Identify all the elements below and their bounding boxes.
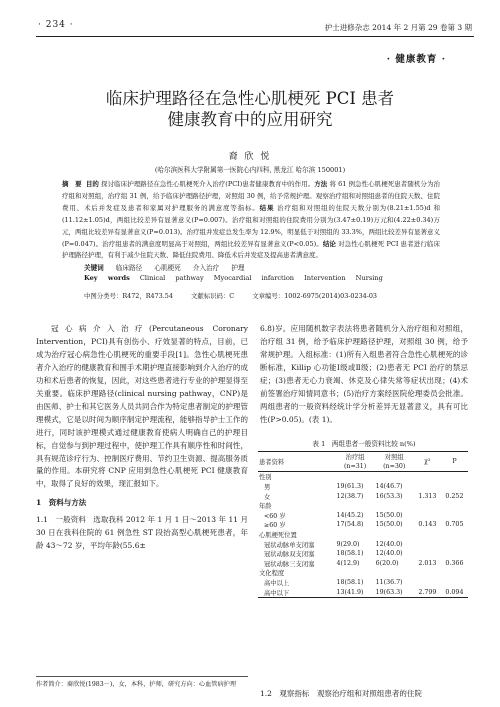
title-line-1: 临床护理路径在急性心肌梗死 PCI 患者 [105, 89, 395, 108]
method-text: 将 61 例急性心肌梗死患者随机分为治疗组和对照组，治疗组 31 例，给予临床护理路径护理，对照组 30 例，给予常规护理。观察治疗组和对照组患者的住院天数、住院费用、术后并发症及患者和家属对护理服务的满意度等指标。 [62, 180, 441, 212]
table-row [258, 491, 468, 501]
article-number: 文章编号：1002-6975(2014)03-0234-03 [252, 292, 377, 300]
doc-code: 文献标识码：C [190, 292, 235, 300]
table-cell-d [441, 472, 468, 482]
table-cell-b [375, 472, 414, 482]
table-cell-label: 性别 [259, 474, 272, 482]
table-cell-a: 13(41.9) [336, 587, 375, 597]
keyword-en-4: Nursing [355, 274, 383, 282]
table-cell-c [414, 472, 441, 482]
objective-text: 探讨临床护理路径在急性心肌梗死介入治疗(PCI)患者健康教育中的作用。 [101, 180, 315, 188]
table-cell-c [414, 578, 441, 588]
author: 裔 欣 悦 [228, 152, 272, 162]
table-cell-b [375, 530, 414, 540]
result-label: 结果 [259, 203, 275, 212]
table-cell-d: 0.094 [441, 587, 468, 597]
table-cell-a [336, 530, 375, 540]
body-right-column: 6.8)岁。应用随机数字表法将患者随机分入治疗组和对照组，治疗组 31 例，给予临床护理路径护理，对照组 30 例，给予常规护理。入组标准：(1)所有入组患者符合急性心肌梗死的诊断标准，Killip 心功能Ⅰ级或Ⅱ级；(2)患者无 PCI 治疗的禁忌症；(3)患者无心力衰竭、休克及心律失常等症状出现；(4)术前签署治疗知情同意书；(5)治疗方案经医院伦理委员会批准。两组患者的一般资料经统计学分析差异无显著意义，具有可比性(P>0.05)。(表 1)。 [260, 324, 468, 424]
table-cell-d: 0.252 [445, 492, 464, 500]
table-row [258, 530, 468, 540]
table-cell-b: 12(40.0) [375, 550, 403, 558]
table-cell-c: 2.799 [414, 587, 441, 597]
table-cell-b: 14(46.7) [375, 483, 403, 491]
table-cell-b: 11(36.7) [375, 579, 403, 587]
table-cell-b [375, 501, 414, 511]
table-cell-c [414, 549, 441, 559]
affiliation: (哈尔滨医科大学附属第一医院心内四科, 黑龙江 哈尔滨 150001) [154, 166, 346, 174]
table-cell-b: 15(50.0) [375, 521, 403, 529]
body-left-column [36, 323, 248, 553]
table-cell-d [441, 568, 468, 578]
table-row [258, 472, 468, 482]
table-cell-d [441, 482, 468, 492]
th-treat-n: (n=31) [336, 462, 375, 472]
table-cell-c: 1.313 [418, 492, 437, 500]
table-cell-label: 女 [264, 493, 271, 501]
keyword-en-2: Myocardial infarction [213, 274, 295, 282]
table-row [258, 568, 468, 578]
table-cell-label: 文化程度 [259, 570, 285, 578]
subsection-general: 1.1 一般资料 选取我科 2012 年 1 月 1 日～2013 年 11 月 30 日在我科住院的 61 例急性 ST 段抬高型心肌梗死患者，年龄 43～72 岁，平均年龄(55.6± [36, 515, 248, 551]
table-cell-c [414, 530, 441, 540]
table-caption: 表 1 两组患者一般资料比较 n(%) [312, 440, 416, 448]
result-text: 治疗组和对照组的住院天数分别为(8.21±1.55)d 和(11.12±1.05)d，两组比较差异有显著意义(P=0.007)。治疗组和对照组的住院费用分别为(3.47±0.19)万元和(4.22±0.34)万元，两组比较差异有显著意义(P=0.013)。治疗组并发症总发生率为 12.9%，明显低于对照组的 33.3%，两组比较差异有显著意义(P=0.047)。治疗组患者的满意度明显高于对照组，两组比较差异有显著意义(P<0.05)。 [62, 203, 440, 248]
header-rule [36, 36, 474, 37]
keyword-cn-3: 介入治疗 [192, 264, 220, 272]
keyword-en-3: Intervention [304, 274, 346, 282]
keywords-en-label: Key words [84, 274, 130, 282]
table-cell-c [414, 482, 441, 492]
abstract [62, 179, 440, 262]
table-cell-b: 15(50.0) [375, 511, 403, 519]
th-chi: χ² [414, 452, 441, 472]
table-row [258, 501, 468, 511]
th-treat: 治疗组 [336, 452, 375, 462]
keyword-en-1: Clinical pathway [139, 274, 204, 282]
table-cell-d [441, 501, 468, 511]
section-heading: 1 资料与方法 [36, 498, 87, 508]
table-cell-label: <60 岁 [264, 512, 286, 520]
article-title [0, 88, 500, 130]
journal-info: 护士进修杂志 2014 年 2 月第 29 卷第 3 期 [324, 23, 472, 32]
table-cell-d: 0.705 [445, 521, 464, 529]
table-cell-label: 冠状动脉三支闭塞 [264, 560, 315, 568]
table-cell-a: 9(29.0) [336, 540, 360, 548]
title-line-2: 健康教育中的应用研究 [167, 110, 333, 129]
table-cell-d [441, 511, 468, 521]
th-p: P [441, 452, 468, 472]
footnote-rule [36, 676, 248, 677]
table-row [258, 587, 468, 597]
table-cell-label: 高中以下 [258, 587, 336, 597]
table-cell-b [375, 568, 414, 578]
table-cell-label: 年龄 [259, 503, 272, 511]
table-cell-c [414, 511, 441, 521]
table-cell-label: 冠状动脉单支闭塞 [264, 541, 315, 549]
table-row [258, 520, 468, 530]
intro-paragraph: 冠心病介入治疗(Percutaneous Coronary Intervention，PCI)具有创伤小、疗效显著的特点，目前，已成为治疗冠心病急性心肌梗死的重要手段[1]。急性心肌梗死患者介入治疗的健康教育和围手术期护理直接影响到介入治疗的成功和术后患者的恢复，因此，对这些患者进行专业的护理显得至关重要。临床护理路径(clinical nursing pathway，CNP)是由医师、护士和其它医务人员共同合作为特定患者制定的护理管理模式，它是以时间为顺序制定护理流程，能够指导护士工作的进行，同时该护理模式通过健康教育使病人明确自己的护理目标，自觉参与到护理过程中，使护理工作具有顺序性和时间性，具有规范诊疗行为、控制医疗费用、节约卫生资源、提高服务质量的作用。本研究将 CNP 应用到急性心肌梗死 PCI 健康教育中，取得了良好的效果，现汇报如下。 [36, 324, 248, 489]
section-label: · 健康教育 · [386, 54, 446, 65]
data-table [258, 451, 468, 598]
table-cell-a: 19(61.3) [336, 483, 364, 491]
footnote: 作者简介：裔欣悦(1983－)，女，本科，护师，研究方向：心血管病护理 [36, 681, 237, 688]
table-cell-a [336, 501, 375, 511]
page-number: · 234 · [38, 20, 74, 30]
table-cell-a [336, 568, 375, 578]
keyword-cn-4: 护理 [231, 264, 245, 272]
classification [84, 291, 393, 300]
table-cell-c [414, 501, 441, 511]
subsection-observation: 1.2 观察指标 观察治疗组和对照组患者的住院 [260, 689, 422, 698]
table-row [258, 482, 468, 492]
method-label: 方法 [314, 180, 328, 188]
table-cell-c: 2.013 [418, 559, 437, 567]
keywords-cn [84, 262, 245, 272]
table-cell-d: 0.366 [445, 559, 464, 567]
table-cell-b: 6(20.0) [375, 559, 399, 567]
table-cell-a: 18(58.1) [336, 579, 364, 587]
table-cell-label: 男 [264, 484, 271, 492]
table-row [258, 549, 468, 559]
table-row [258, 539, 468, 549]
table-row [258, 578, 468, 588]
table-cell-a [336, 472, 375, 482]
table-cell-label: 心肌梗死位置 [259, 532, 297, 540]
conclusion-label: 结论 [322, 239, 336, 248]
conclusion-text: 对急性心肌梗死 PCI 患者进行临床护理路径护理，有利于减少住院天数、降低住院费用、降低术后并发症及提高患者满意度。 [62, 239, 441, 260]
table-cell-a: 18(58.1) [336, 550, 364, 558]
table-cell-a: 12(38.7) [336, 492, 364, 500]
table-cell-label: ≥60 岁 [264, 522, 286, 530]
table-cell-d [441, 530, 468, 540]
objective-label: 目的 [85, 180, 99, 188]
keywords-label: 关键词 [84, 264, 104, 272]
table-cell-label: 冠状动脉双支闭塞 [264, 551, 315, 559]
keyword-cn-1: 临床路径 [115, 264, 143, 272]
table-cell-c: 0.143 [418, 521, 437, 529]
th-group: 患者资料 [258, 452, 336, 472]
keyword-cn-2: 心肌梗死 [154, 264, 181, 272]
keywords-en [84, 274, 383, 282]
table-cell-d [441, 549, 468, 559]
abstract-label: 摘 要 [62, 180, 82, 188]
table-cell-a: 4(12.9) [336, 559, 360, 567]
table-cell-a: 17(54.8) [336, 521, 364, 529]
table-cell-d [441, 578, 468, 588]
th-ctrl: 对照组 [375, 452, 414, 462]
table-cell-label: 高中以上 [264, 580, 290, 588]
table-row [258, 511, 468, 521]
table-cell-b: 12(40.0) [375, 540, 403, 548]
th-ctrl-n: (n=30) [375, 462, 414, 472]
table-cell-c [414, 568, 441, 578]
table-cell-b: 16(53.3) [375, 492, 403, 500]
table-row [258, 559, 468, 569]
table-cell-d [441, 539, 468, 549]
table-cell-a: 14(45.2) [336, 511, 364, 519]
clc-number: 中图分类号：R472，R473.54 [84, 292, 173, 300]
table-cell-c [414, 539, 441, 549]
table-cell-b: 19(63.3) [375, 587, 414, 597]
